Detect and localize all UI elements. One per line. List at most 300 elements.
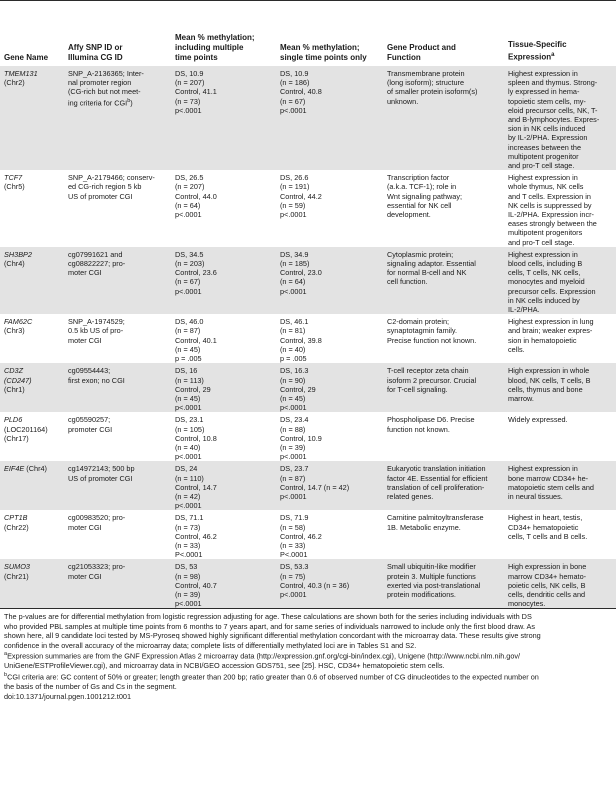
cell-single (276, 461, 383, 510)
expression-line: poietic cells, NK cells, B (508, 580, 586, 590)
table-row (0, 559, 616, 608)
column-header-line: Mean % methylation; (280, 43, 360, 52)
id-line: SNP_A-1974529; (68, 317, 125, 327)
id-line: cg08822227; pro- (68, 259, 126, 269)
function-line: factor 4E. Essential for efficient (387, 473, 488, 483)
multi-line: (n = 207) (175, 182, 205, 192)
multi-line: (n = 110) (175, 473, 204, 483)
header-row (0, 3, 616, 66)
closing-paren: ) (130, 98, 133, 108)
expression-line: NK cells is suppressed by (508, 200, 592, 210)
expression-line: marrow. (508, 393, 534, 403)
function-line: C2-domain protein; (387, 317, 450, 327)
footnote-line: who provided PBL samples at multiple time points from 6 months to 7 years apart, and for same series of individuals narrowed to include only the first blood draw. As (4, 621, 536, 631)
single-line: DS, 23.4 (280, 415, 309, 425)
cell-gene (0, 170, 64, 247)
function-line: unknown. (387, 96, 419, 106)
expression-line: precursor cells. Expression (508, 286, 596, 296)
gene-name-line: (Chr5) (4, 182, 25, 192)
multi-line: Control, 10.8 (175, 433, 217, 443)
single-line: (n = 64) (280, 277, 306, 287)
cell-function (383, 559, 504, 608)
column-header (171, 3, 276, 66)
function-line: signaling adaptor. Essential (387, 259, 476, 269)
multi-line: (n = 207) (175, 78, 205, 88)
expression-line: blood, NK cells, T cells, B (508, 375, 591, 385)
id-line: cg09554443; (68, 366, 111, 376)
id-line: cg21053323; pro- (68, 562, 126, 572)
function-line: of smaller protein isoform(s) (387, 87, 478, 97)
multi-line: DS, 53 (175, 562, 198, 572)
function-line: Small ubiquitin-like modifier (387, 562, 476, 572)
column-header-line: including multiple (175, 43, 244, 52)
function-line: protein 3. Multiple functions (387, 571, 476, 581)
table-row (0, 247, 616, 314)
cell-gene (0, 363, 64, 412)
expression-line: High expression in bone (508, 562, 587, 572)
id-line: first exon; no CGI (68, 375, 125, 385)
table-footnotes (4, 612, 610, 701)
cell-gene (0, 461, 64, 510)
single-line: p = .005 (280, 354, 307, 364)
table-top-rule (0, 0, 616, 1)
cell-id (64, 461, 171, 510)
multi-line: DS, 10.9 (175, 69, 204, 78)
cell-multi (171, 247, 276, 314)
single-line: Control, 40.3 (n = 36) (280, 580, 350, 590)
cell-gene (0, 412, 64, 461)
multi-line: p<.0001 (175, 452, 202, 462)
multi-line: (n = 203) (175, 259, 205, 269)
gene-name-line: FAM62C (4, 317, 33, 327)
cell-multi (171, 412, 276, 461)
multi-line: Control, 46.2 (175, 531, 217, 541)
multi-line: (n = 73) (175, 522, 201, 532)
multi-line: Control, 23.6 (175, 268, 217, 278)
cell-gene (0, 510, 64, 559)
id-line: moter CGI (68, 522, 102, 532)
cell-expression (504, 66, 616, 170)
multi-line: Control, 40.1 (175, 335, 217, 345)
expression-line: marrow CD34+ hemato- (508, 571, 587, 581)
cell-id (64, 412, 171, 461)
id-line: cg14972143; 500 bp (68, 464, 135, 474)
column-header-line: time points (175, 53, 218, 62)
expression-line: cells. (508, 344, 525, 354)
id-line: (CG-rich but not meet- (68, 87, 141, 97)
gene-name-line: TMEM131 (4, 69, 38, 78)
single-line: DS, 53.3 (280, 562, 309, 572)
multi-line: (n = 39) (175, 589, 201, 599)
table-row (0, 314, 616, 363)
expression-line: and pro-T cell stage. (508, 161, 575, 171)
cell-multi (171, 559, 276, 608)
cell-gene (0, 559, 64, 608)
id-line: cg07991621 and (68, 249, 123, 259)
gene-name-line: (Chr21) (4, 571, 29, 581)
function-line: Precise function not known. (387, 335, 477, 345)
function-line: Transcription factor (387, 173, 450, 183)
gene-name-line: (Chr4) (4, 259, 25, 269)
expression-line: and brain; weaker expres- (508, 326, 593, 336)
expression-line: cells, thymus and bone (508, 384, 583, 394)
expression-line: whole thymus, NK cells (508, 182, 584, 192)
column-header (504, 3, 616, 66)
expression-line: matopoietic stem cells and (508, 482, 594, 492)
cell-id (64, 559, 171, 608)
footnote-line: The p-values are for differential methylation from logistic regression adjusting for age. These calculations are shown both for the series including individuals with DS (4, 612, 532, 621)
cell-single (276, 247, 383, 314)
expression-line: topoietic stem cells, my- (508, 96, 586, 106)
cell-id (64, 510, 171, 559)
cell-function (383, 412, 504, 461)
column-header (0, 3, 64, 66)
single-line: p<.0001 (280, 491, 307, 501)
single-line: (n = 75) (280, 571, 306, 581)
function-line: Phospholipase D6. Precise (387, 415, 475, 425)
multi-line: (n = 33) (175, 540, 201, 550)
table-bottom-rule (0, 608, 616, 609)
expression-line: increases between the (508, 142, 582, 152)
single-line: (n = 40) (280, 344, 306, 354)
cell-gene (0, 314, 64, 363)
multi-line: (n = 87) (175, 326, 201, 336)
expression-line: Highest in heart, testis, (508, 513, 583, 523)
single-line: (n = 59) (280, 200, 306, 210)
cell-single (276, 170, 383, 247)
cell-expression (504, 412, 616, 461)
single-line: DS, 46.1 (280, 317, 309, 327)
expression-line: IL-2/PHA. (508, 305, 540, 315)
footnote-marker: b (4, 671, 8, 678)
cell-single (276, 66, 383, 170)
single-line: p<.0001 (280, 105, 307, 115)
gene-chromosome: (Chr4) (24, 464, 47, 474)
multi-line: p<.0001 (175, 501, 202, 511)
multi-line: p<.0001 (175, 105, 202, 115)
multi-line: Control, 44.0 (175, 191, 217, 201)
cell-single (276, 412, 383, 461)
multi-line: Control, 29 (175, 384, 211, 394)
cell-multi (171, 314, 276, 363)
cell-single (276, 510, 383, 559)
multi-line: DS, 46.0 (175, 317, 204, 327)
gene-name-line: (Chr22) (4, 522, 29, 532)
expression-line: eases strongly between the (508, 219, 597, 229)
id-line: ed CG-rich region 5 kb (68, 182, 142, 192)
cell-expression (504, 170, 616, 247)
multi-line: DS, 71.1 (175, 513, 204, 523)
single-line: DS, 71.9 (280, 513, 309, 523)
function-line: essential for NK cell (387, 200, 452, 210)
multi-line: Control, 14.7 (175, 482, 217, 492)
column-header-line: Function (387, 53, 421, 62)
multi-line: Control, 40.7 (175, 580, 217, 590)
multi-line: DS, 23.1 (175, 415, 204, 425)
cell-function (383, 510, 504, 559)
expression-line: Highest expression in (508, 69, 578, 78)
single-line: DS, 34.9 (280, 249, 309, 259)
column-header-line: Expression$^a$ (508, 52, 555, 62)
expression-line: multipotent progenitor (508, 151, 579, 161)
table-row (0, 510, 616, 559)
single-line: Control, 39.8 (280, 335, 322, 345)
multi-line: (n = 98) (175, 571, 201, 581)
function-line: Cytoplasmic protein; (387, 249, 454, 259)
gene-name-line: (Chr2) (4, 78, 25, 88)
expression-line: High expression in whole (508, 366, 590, 376)
gene-name-line: CPT1B (4, 513, 28, 523)
cell-single (276, 559, 383, 608)
function-line: protein modifications. (387, 589, 456, 599)
methylation-table (0, 3, 616, 608)
multi-line: DS, 34.5 (175, 249, 204, 259)
id-line: ing criteria for CGI$^b$) (68, 97, 133, 108)
expression-line: cells, dendritic cells and (508, 589, 586, 599)
function-line: translation of cell proliferation- (387, 482, 485, 492)
cell-multi (171, 510, 276, 559)
column-header (64, 3, 171, 66)
expression-line: Highest expression in (508, 249, 578, 259)
single-line: (n = 191) (280, 182, 310, 192)
cell-function (383, 363, 504, 412)
single-line: (n = 39) (280, 442, 306, 452)
gene-name-line: (Chr1) (4, 384, 25, 394)
cell-function (383, 247, 504, 314)
single-line: (n = 67) (280, 96, 306, 106)
id-line: cg05590257; (68, 415, 111, 425)
id-line: US of promoter CGI (68, 473, 133, 483)
expression-line: and B-lymphocytes. Expres- (508, 115, 600, 125)
multi-line: p<.0001 (175, 286, 202, 296)
expression-line: in NK cells induced by (508, 295, 580, 305)
expression-line: eloid precursor cells, NK, T- (508, 105, 598, 115)
single-line: DS, 26.6 (280, 173, 309, 183)
function-line: function not known. (387, 424, 450, 434)
gene-name-line: (LOC201164) (4, 424, 48, 434)
cell-id (64, 314, 171, 363)
column-header-line: Gene Name (4, 53, 49, 62)
function-line: Carnitine palmitoyltransferase (387, 513, 484, 523)
single-line: p<.0001 (280, 589, 307, 599)
single-line: p<.0001 (280, 286, 307, 296)
column-header-line: single time points only (280, 53, 367, 62)
footnote-line: shown here, all 9 candidate loci tested by MS-Pyroseq showed highly significant differential methylation concordant with the microarray data. These results give strong (4, 631, 541, 641)
cell-single (276, 363, 383, 412)
multi-line: DS, 16 (175, 366, 198, 376)
expression-line: monocytes and myeloid (508, 277, 585, 287)
expression-line: spleen and thymus. Strong- (508, 78, 598, 88)
gene-name-line: PLD6 (4, 415, 23, 425)
gene-name (4, 464, 61, 473)
footnote-marker: a (551, 52, 555, 59)
single-line: P<.0001 (280, 550, 308, 560)
cell-multi (171, 363, 276, 412)
gene-name-line: (Chr17) (4, 433, 29, 443)
function-line: Wnt signaling pathway; (387, 191, 463, 201)
function-line: for T-cell signaling. (387, 384, 448, 394)
multi-line: p<.0001 (175, 210, 202, 220)
footnote-line: confidence in the overall accuracy of the microarray data; complete lists of differentially methylated loci are in Tables S1 and S2. (4, 640, 417, 650)
function-line: synaptotagmin family. (387, 326, 458, 336)
multi-line: DS, 24 (175, 464, 198, 474)
gene-name-line: SH3BP2 (4, 249, 32, 259)
table-row (0, 170, 616, 247)
single-line: (n = 58) (280, 522, 306, 532)
footnote-line: $^a$Expression summaries are from the GNF Expression Atlas 2 microarray data (http://expression.gnf.org/cgi-bin/index.cgi), Unigene (http://www.ncbi.nlm.nih.gov/ (4, 651, 521, 661)
footnote-marker: b (127, 97, 131, 104)
table-row (0, 66, 616, 170)
column-header (383, 3, 504, 66)
footnote-line: $^b$CGI criteria are: GC content of 50% or greater; length greater than 200 bp; ratio greater than 0.6 of observed number of CG dinucleotides to the expected number on (4, 671, 539, 682)
cell-multi (171, 170, 276, 247)
cell-expression (504, 363, 616, 412)
cell-function (383, 314, 504, 363)
multi-line: (n = 113) (175, 375, 204, 385)
single-line: Control, 46.2 (280, 531, 322, 541)
column-header (276, 3, 383, 66)
id-line: moter CGI (68, 335, 102, 345)
table-row (0, 461, 616, 510)
expression-line: multipotent progenitors (508, 228, 583, 238)
cell-expression (504, 510, 616, 559)
expression-line: Widely expressed. (508, 415, 568, 425)
expression-line: Highest expression in (508, 464, 578, 474)
single-line: Control, 10.9 (280, 433, 322, 443)
multi-line: DS, 26.5 (175, 173, 204, 183)
function-line: for normal B-cell and NK (387, 268, 467, 278)
cell-multi (171, 66, 276, 170)
column-header-line: Gene Product and (387, 43, 456, 52)
function-line: (a.k.a. TCF-1); role in (387, 182, 457, 192)
expression-line: CD34+ hematopoietic (508, 522, 579, 532)
cell-gene (0, 247, 64, 314)
single-line: (n = 185) (280, 259, 310, 269)
expression-line: by IL-2/PHA. Expression (508, 133, 588, 143)
expression-line: sion in hematopoietic (508, 335, 577, 345)
multi-line: (n = 64) (175, 200, 201, 210)
multi-line: (n = 105) (175, 424, 205, 434)
cell-function (383, 66, 504, 170)
expression-line: sion in NK cells induced (508, 124, 586, 134)
multi-line: (n = 42) (175, 491, 201, 501)
multi-line: (n = 45) (175, 344, 201, 354)
single-line: (n = 186) (280, 78, 310, 88)
single-line: p<.0001 (280, 210, 307, 220)
expression-line: blood cells, including B (508, 259, 583, 269)
expression-line: cells, T cells, NK cells, (508, 268, 581, 278)
function-line: exerted via post-translational (387, 580, 481, 590)
function-line: T-cell receptor zeta chain (387, 366, 469, 376)
single-line: DS, 16.3 (280, 366, 309, 376)
expression-line: in neural tissues. (508, 491, 563, 501)
expression-line: ly expressed in hema- (508, 87, 580, 97)
single-line: DS, 10.9 (280, 69, 309, 78)
single-line: (n = 45) (280, 393, 306, 403)
cell-id (64, 66, 171, 170)
table-row (0, 412, 616, 461)
expression-line: monocytes. (508, 599, 546, 609)
multi-line: Control, 41.1 (175, 87, 217, 97)
footnote-line: the basis of the number of Gs and Cs in the segment. (4, 682, 177, 691)
function-line: Transmembrane protein (387, 69, 465, 78)
single-line: (n = 87) (280, 473, 306, 483)
multi-line: p = .005 (175, 354, 202, 364)
multi-line: (n = 40) (175, 442, 201, 452)
expression-line: and pro-T cell stage. (508, 237, 575, 247)
id-line: cg00983520; pro- (68, 513, 126, 523)
function-line: cell function. (387, 277, 428, 287)
gene-name-line: CD3Z (4, 366, 24, 376)
function-line: Eukaryotic translation initiation (387, 464, 486, 474)
single-line: (n = 33) (280, 540, 306, 550)
cell-gene (0, 66, 64, 170)
gene-symbol: EIF4E (4, 464, 25, 474)
expression-line: bone marrow CD34+ he- (508, 473, 589, 483)
id-line: moter CGI (68, 268, 102, 278)
id-line: 0.5 kb US of pro- (68, 326, 124, 336)
cell-expression (504, 314, 616, 363)
gene-name-line: (CD247) (4, 375, 32, 385)
cell-id (64, 247, 171, 314)
function-line: 1B. Metabolic enzyme. (387, 522, 461, 532)
single-line: (n = 90) (280, 375, 306, 385)
multi-line: p<.0001 (175, 599, 202, 609)
footnote-marker: a (4, 651, 8, 658)
expression-line: IL-2/PHA. Expression incr- (508, 210, 594, 220)
single-line: DS, 23.7 (280, 464, 309, 474)
expression-line: Highest expression in (508, 173, 578, 183)
single-line: p<.0001 (280, 452, 307, 462)
multi-line: (n = 73) (175, 96, 201, 106)
multi-line: p<.0001 (175, 403, 202, 413)
expression-line: cells, T cells and B cells. (508, 531, 588, 541)
single-line: Control, 40.8 (280, 87, 322, 97)
single-line: Control, 14.7 (n = 42) (280, 482, 350, 492)
function-line: related genes. (387, 491, 434, 501)
gene-name-line: TCF7 (4, 173, 23, 183)
cell-multi (171, 461, 276, 510)
cell-function (383, 170, 504, 247)
id-line: SNP_A-2179466; conserv- (68, 173, 155, 183)
column-header-line: Affy SNP ID or (68, 43, 123, 52)
single-line: p<.0001 (280, 403, 307, 413)
column-header-line: Illumina CG ID (68, 53, 123, 62)
cell-expression (504, 247, 616, 314)
cell-expression (504, 559, 616, 608)
id-line: nal promoter region (68, 78, 132, 88)
single-line: Control, 29 (280, 384, 316, 394)
multi-line: (n = 67) (175, 277, 201, 287)
expression-line: and T cells. Expression in (508, 191, 591, 201)
single-line: Control, 23.0 (280, 268, 322, 278)
id-line: moter CGI (68, 571, 102, 581)
function-line: isoform 2 precursor. Crucial (387, 375, 477, 385)
function-line: development. (387, 210, 431, 220)
expression-line: Highest expression in lung (508, 317, 594, 327)
multi-line: P<.0001 (175, 550, 203, 560)
table-row (0, 363, 616, 412)
column-header-line: Tissue-Specific (508, 40, 567, 50)
cell-function (383, 461, 504, 510)
id-line: SNP_A-2136365; Inter- (68, 69, 144, 78)
cell-id (64, 170, 171, 247)
cell-expression (504, 461, 616, 510)
multi-line: (n = 45) (175, 393, 201, 403)
cell-single (276, 314, 383, 363)
column-header-line: Mean % methylation; (175, 33, 255, 42)
id-line: US of promoter CGI (68, 191, 133, 201)
